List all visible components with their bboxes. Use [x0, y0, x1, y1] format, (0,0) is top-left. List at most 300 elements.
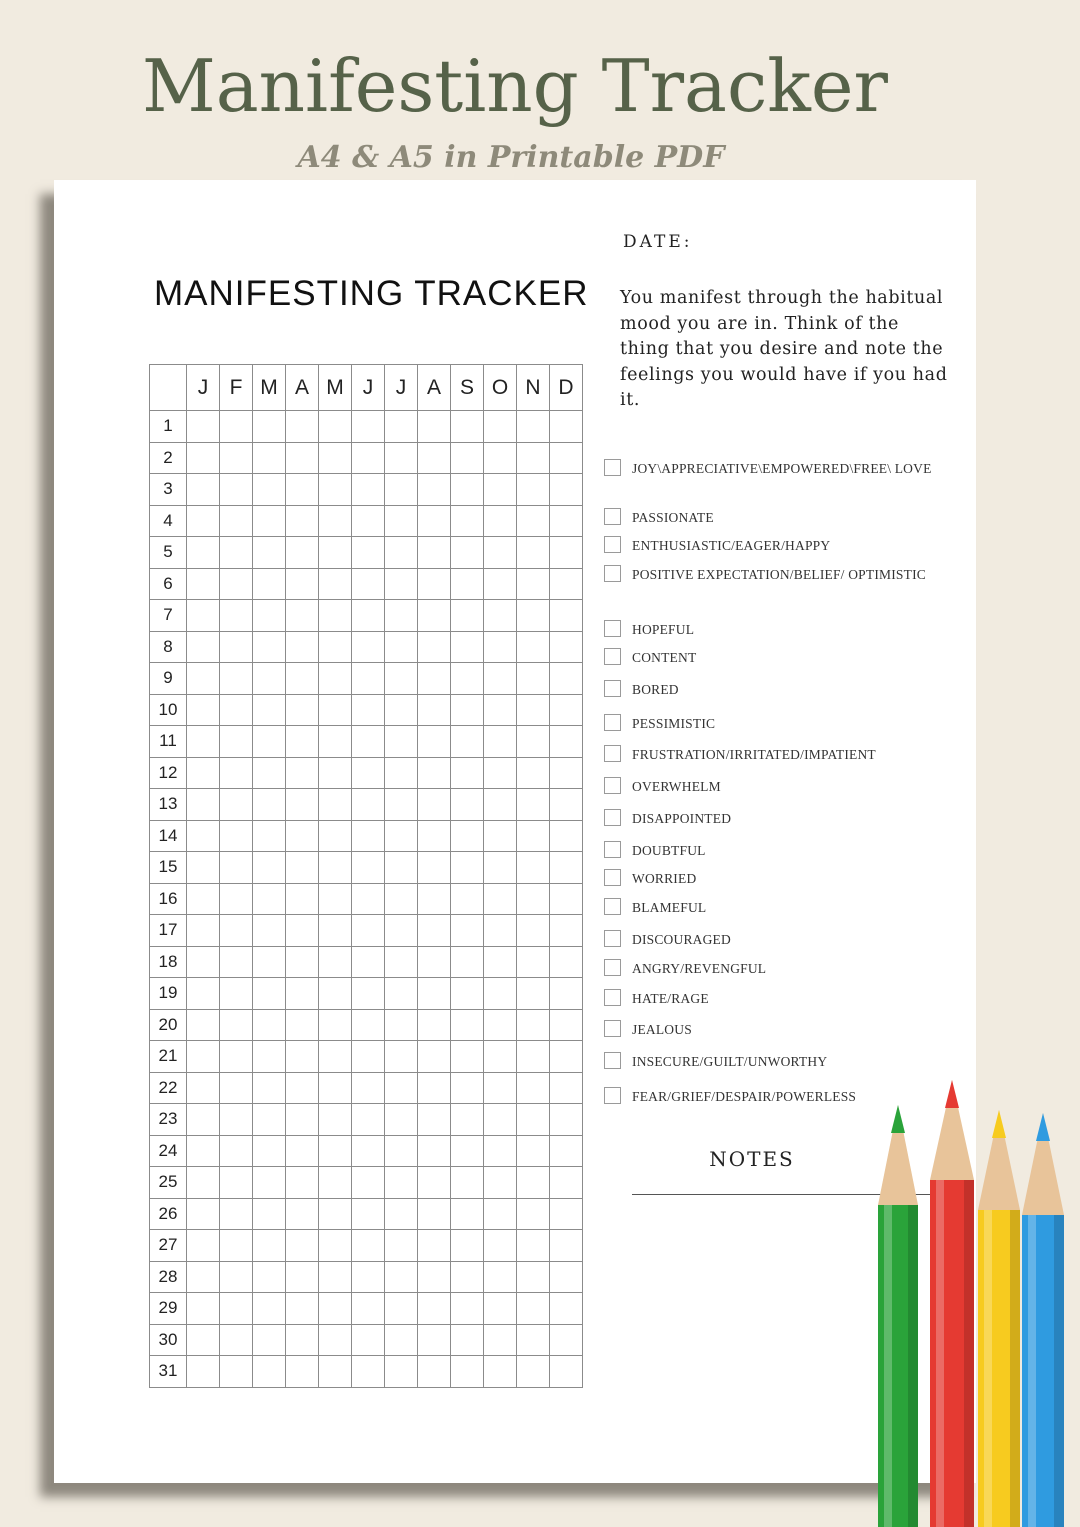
tracker-cell[interactable] [352, 757, 385, 789]
tracker-cell[interactable] [418, 789, 451, 821]
tracker-cell[interactable] [418, 442, 451, 474]
tracker-cell[interactable] [253, 1072, 286, 1104]
tracker-cell[interactable] [187, 694, 220, 726]
tracker-cell[interactable] [286, 694, 319, 726]
tracker-cell[interactable] [187, 946, 220, 978]
tracker-cell[interactable] [484, 1041, 517, 1073]
tracker-cell[interactable] [319, 1135, 352, 1167]
tracker-cell[interactable] [253, 1293, 286, 1325]
tracker-cell[interactable] [451, 915, 484, 947]
tracker-cell[interactable] [385, 726, 418, 758]
tracker-cell[interactable] [550, 1324, 583, 1356]
tracker-cell[interactable] [352, 1356, 385, 1388]
tracker-cell[interactable] [484, 537, 517, 569]
feeling-checkbox[interactable] [604, 1020, 621, 1037]
tracker-cell[interactable] [550, 757, 583, 789]
tracker-cell[interactable] [550, 694, 583, 726]
tracker-cell[interactable] [451, 631, 484, 663]
tracker-cell[interactable] [385, 1356, 418, 1388]
tracker-cell[interactable] [385, 474, 418, 506]
tracker-cell[interactable] [385, 789, 418, 821]
tracker-cell[interactable] [253, 820, 286, 852]
tracker-cell[interactable] [253, 505, 286, 537]
tracker-cell[interactable] [451, 1324, 484, 1356]
feeling-item[interactable] [604, 1051, 944, 1072]
tracker-cell[interactable] [451, 600, 484, 632]
tracker-cell[interactable] [352, 1198, 385, 1230]
tracker-cell[interactable] [451, 474, 484, 506]
tracker-cell[interactable] [187, 1041, 220, 1073]
tracker-cell[interactable] [220, 505, 253, 537]
tracker-cell[interactable] [385, 757, 418, 789]
tracker-cell[interactable] [319, 1072, 352, 1104]
tracker-cell[interactable] [517, 946, 550, 978]
tracker-cell[interactable] [550, 1104, 583, 1136]
tracker-cell[interactable] [352, 474, 385, 506]
tracker-cell[interactable] [286, 915, 319, 947]
tracker-cell[interactable] [484, 1009, 517, 1041]
tracker-cell[interactable] [517, 1230, 550, 1262]
feeling-item[interactable] [604, 988, 944, 1009]
tracker-cell[interactable] [385, 568, 418, 600]
tracker-cell[interactable] [385, 978, 418, 1010]
feeling-item[interactable] [604, 535, 944, 556]
tracker-cell[interactable] [187, 505, 220, 537]
feeling-checkbox[interactable] [604, 777, 621, 794]
feeling-item[interactable] [604, 744, 944, 765]
tracker-cell[interactable] [385, 946, 418, 978]
tracker-cell[interactable] [253, 789, 286, 821]
tracker-cell[interactable] [253, 1009, 286, 1041]
tracker-cell[interactable] [418, 1072, 451, 1104]
tracker-cell[interactable] [484, 1072, 517, 1104]
tracker-cell[interactable] [385, 631, 418, 663]
tracker-cell[interactable] [187, 1135, 220, 1167]
tracker-cell[interactable] [253, 915, 286, 947]
tracker-cell[interactable] [484, 820, 517, 852]
feeling-item[interactable] [604, 713, 944, 734]
tracker-cell[interactable] [550, 726, 583, 758]
tracker-cell[interactable] [418, 505, 451, 537]
tracker-cell[interactable] [319, 820, 352, 852]
tracker-cell[interactable] [286, 1261, 319, 1293]
tracker-cell[interactable] [418, 1167, 451, 1199]
tracker-cell[interactable] [385, 411, 418, 443]
tracker-cell[interactable] [187, 883, 220, 915]
tracker-cell[interactable] [187, 663, 220, 695]
tracker-cell[interactable] [385, 1072, 418, 1104]
tracker-cell[interactable] [451, 1230, 484, 1262]
tracker-cell[interactable] [286, 883, 319, 915]
tracker-cell[interactable] [319, 757, 352, 789]
tracker-cell[interactable] [319, 1324, 352, 1356]
tracker-cell[interactable] [550, 1230, 583, 1262]
tracker-cell[interactable] [319, 1230, 352, 1262]
tracker-cell[interactable] [451, 1041, 484, 1073]
tracker-cell[interactable] [352, 915, 385, 947]
tracker-cell[interactable] [319, 1356, 352, 1388]
tracker-cell[interactable] [385, 1230, 418, 1262]
tracker-cell[interactable] [187, 757, 220, 789]
tracker-cell[interactable] [253, 1198, 286, 1230]
tracker-cell[interactable] [484, 474, 517, 506]
tracker-cell[interactable] [451, 883, 484, 915]
tracker-cell[interactable] [517, 726, 550, 758]
feeling-item[interactable] [604, 647, 944, 668]
tracker-cell[interactable] [517, 1198, 550, 1230]
tracker-cell[interactable] [187, 820, 220, 852]
feeling-item[interactable] [604, 868, 944, 889]
tracker-cell[interactable] [418, 600, 451, 632]
tracker-cell[interactable] [253, 537, 286, 569]
tracker-cell[interactable] [253, 946, 286, 978]
tracker-cell[interactable] [286, 474, 319, 506]
tracker-cell[interactable] [451, 1293, 484, 1325]
tracker-cell[interactable] [319, 600, 352, 632]
tracker-cell[interactable] [352, 505, 385, 537]
tracker-cell[interactable] [253, 442, 286, 474]
feeling-checkbox[interactable] [604, 508, 621, 525]
feeling-checkbox[interactable] [604, 930, 621, 947]
tracker-cell[interactable] [418, 1041, 451, 1073]
feeling-checkbox[interactable] [604, 565, 621, 582]
tracker-cell[interactable] [319, 474, 352, 506]
tracker-cell[interactable] [550, 915, 583, 947]
tracker-cell[interactable] [319, 411, 352, 443]
tracker-cell[interactable] [418, 915, 451, 947]
tracker-cell[interactable] [253, 978, 286, 1010]
feeling-checkbox[interactable] [604, 745, 621, 762]
tracker-cell[interactable] [253, 663, 286, 695]
tracker-cell[interactable] [220, 946, 253, 978]
feeling-checkbox[interactable] [604, 459, 621, 476]
tracker-cell[interactable] [418, 568, 451, 600]
tracker-cell[interactable] [451, 1167, 484, 1199]
tracker-cell[interactable] [220, 663, 253, 695]
tracker-cell[interactable] [484, 694, 517, 726]
tracker-cell[interactable] [319, 915, 352, 947]
tracker-cell[interactable] [187, 915, 220, 947]
feeling-checkbox[interactable] [604, 1087, 621, 1104]
tracker-cell[interactable] [418, 663, 451, 695]
tracker-cell[interactable] [220, 1104, 253, 1136]
tracker-cell[interactable] [517, 1261, 550, 1293]
tracker-cell[interactable] [517, 1293, 550, 1325]
tracker-cell[interactable] [550, 1198, 583, 1230]
tracker-cell[interactable] [352, 411, 385, 443]
tracker-cell[interactable] [517, 1324, 550, 1356]
tracker-cell[interactable] [484, 568, 517, 600]
tracker-cell[interactable] [253, 1104, 286, 1136]
tracker-cell[interactable] [253, 694, 286, 726]
feeling-item[interactable] [604, 897, 944, 918]
tracker-cell[interactable] [352, 1230, 385, 1262]
tracker-cell[interactable] [550, 1072, 583, 1104]
tracker-cell[interactable] [220, 631, 253, 663]
tracker-cell[interactable] [484, 411, 517, 443]
tracker-cell[interactable] [352, 1104, 385, 1136]
tracker-cell[interactable] [385, 537, 418, 569]
feeling-checkbox[interactable] [604, 620, 621, 637]
tracker-cell[interactable] [253, 1324, 286, 1356]
tracker-cell[interactable] [484, 1356, 517, 1388]
tracker-cell[interactable] [517, 411, 550, 443]
tracker-cell[interactable] [319, 663, 352, 695]
tracker-cell[interactable] [484, 1104, 517, 1136]
tracker-cell[interactable] [187, 474, 220, 506]
tracker-cell[interactable] [418, 757, 451, 789]
tracker-cell[interactable] [451, 1135, 484, 1167]
tracker-cell[interactable] [352, 852, 385, 884]
tracker-cell[interactable] [550, 946, 583, 978]
tracker-cell[interactable] [319, 789, 352, 821]
tracker-cell[interactable] [451, 726, 484, 758]
feeling-item[interactable] [604, 564, 944, 585]
tracker-cell[interactable] [484, 1135, 517, 1167]
feeling-checkbox[interactable] [604, 898, 621, 915]
tracker-cell[interactable] [451, 1356, 484, 1388]
tracker-cell[interactable] [286, 726, 319, 758]
tracker-cell[interactable] [517, 978, 550, 1010]
tracker-cell[interactable] [385, 883, 418, 915]
tracker-cell[interactable] [418, 1293, 451, 1325]
tracker-cell[interactable] [418, 883, 451, 915]
feeling-item[interactable] [604, 619, 944, 640]
feeling-item[interactable] [604, 507, 944, 528]
tracker-cell[interactable] [286, 1009, 319, 1041]
tracker-cell[interactable] [286, 1072, 319, 1104]
tracker-cell[interactable] [319, 726, 352, 758]
tracker-cell[interactable] [418, 946, 451, 978]
tracker-cell[interactable] [286, 600, 319, 632]
tracker-cell[interactable] [451, 411, 484, 443]
tracker-cell[interactable] [484, 757, 517, 789]
tracker-cell[interactable] [484, 1198, 517, 1230]
tracker-cell[interactable] [187, 600, 220, 632]
tracker-cell[interactable] [352, 1293, 385, 1325]
tracker-cell[interactable] [484, 631, 517, 663]
tracker-cell[interactable] [220, 789, 253, 821]
tracker-cell[interactable] [220, 1041, 253, 1073]
tracker-cell[interactable] [517, 537, 550, 569]
tracker-cell[interactable] [220, 1356, 253, 1388]
tracker-cell[interactable] [286, 852, 319, 884]
tracker-cell[interactable] [550, 411, 583, 443]
tracker-cell[interactable] [220, 883, 253, 915]
tracker-cell[interactable] [319, 1167, 352, 1199]
tracker-cell[interactable] [451, 1261, 484, 1293]
tracker-cell[interactable] [517, 631, 550, 663]
tracker-cell[interactable] [550, 1041, 583, 1073]
tracker-cell[interactable] [517, 1041, 550, 1073]
tracker-cell[interactable] [253, 1230, 286, 1262]
tracker-cell[interactable] [187, 789, 220, 821]
tracker-cell[interactable] [352, 1041, 385, 1073]
tracker-cell[interactable] [187, 537, 220, 569]
tracker-cell[interactable] [220, 1230, 253, 1262]
tracker-cell[interactable] [385, 1261, 418, 1293]
tracker-cell[interactable] [286, 1293, 319, 1325]
tracker-cell[interactable] [220, 1293, 253, 1325]
tracker-cell[interactable] [319, 978, 352, 1010]
tracker-cell[interactable] [187, 1261, 220, 1293]
tracker-cell[interactable] [385, 442, 418, 474]
tracker-cell[interactable] [550, 883, 583, 915]
tracker-cell[interactable] [286, 568, 319, 600]
tracker-cell[interactable] [319, 442, 352, 474]
tracker-cell[interactable] [352, 1135, 385, 1167]
tracker-cell[interactable] [352, 946, 385, 978]
tracker-cell[interactable] [319, 568, 352, 600]
tracker-cell[interactable] [418, 1261, 451, 1293]
tracker-cell[interactable] [319, 505, 352, 537]
tracker-cell[interactable] [550, 1293, 583, 1325]
tracker-cell[interactable] [286, 411, 319, 443]
tracker-cell[interactable] [286, 789, 319, 821]
feeling-checkbox[interactable] [604, 648, 621, 665]
tracker-cell[interactable] [187, 1324, 220, 1356]
tracker-cell[interactable] [418, 631, 451, 663]
tracker-cell[interactable] [187, 568, 220, 600]
tracker-cell[interactable] [484, 1167, 517, 1199]
tracker-cell[interactable] [352, 631, 385, 663]
tracker-cell[interactable] [220, 1324, 253, 1356]
tracker-cell[interactable] [550, 600, 583, 632]
tracker-cell[interactable] [418, 726, 451, 758]
tracker-cell[interactable] [220, 757, 253, 789]
tracker-cell[interactable] [187, 1198, 220, 1230]
tracker-cell[interactable] [220, 1072, 253, 1104]
tracker-cell[interactable] [220, 537, 253, 569]
tracker-cell[interactable] [517, 442, 550, 474]
tracker-cell[interactable] [517, 757, 550, 789]
tracker-cell[interactable] [451, 1198, 484, 1230]
tracker-cell[interactable] [418, 820, 451, 852]
tracker-cell[interactable] [253, 631, 286, 663]
tracker-cell[interactable] [253, 757, 286, 789]
tracker-cell[interactable] [253, 600, 286, 632]
tracker-cell[interactable] [517, 915, 550, 947]
tracker-cell[interactable] [319, 1104, 352, 1136]
tracker-cell[interactable] [484, 726, 517, 758]
tracker-cell[interactable] [286, 1324, 319, 1356]
feeling-checkbox[interactable] [604, 714, 621, 731]
tracker-cell[interactable] [451, 568, 484, 600]
tracker-cell[interactable] [385, 1041, 418, 1073]
tracker-cell[interactable] [286, 663, 319, 695]
tracker-cell[interactable] [517, 852, 550, 884]
tracker-cell[interactable] [286, 820, 319, 852]
tracker-cell[interactable] [253, 1261, 286, 1293]
tracker-cell[interactable] [253, 1041, 286, 1073]
tracker-cell[interactable] [187, 726, 220, 758]
feeling-checkbox[interactable] [604, 959, 621, 976]
tracker-cell[interactable] [550, 1135, 583, 1167]
tracker-cell[interactable] [517, 883, 550, 915]
tracker-cell[interactable] [286, 1230, 319, 1262]
tracker-cell[interactable] [319, 946, 352, 978]
tracker-cell[interactable] [550, 820, 583, 852]
tracker-cell[interactable] [517, 1009, 550, 1041]
tracker-cell[interactable] [418, 1356, 451, 1388]
tracker-cell[interactable] [352, 694, 385, 726]
tracker-cell[interactable] [253, 1356, 286, 1388]
tracker-cell[interactable] [385, 1135, 418, 1167]
tracker-cell[interactable] [253, 1135, 286, 1167]
tracker-cell[interactable] [550, 978, 583, 1010]
tracker-cell[interactable] [517, 1104, 550, 1136]
tracker-cell[interactable] [352, 789, 385, 821]
tracker-cell[interactable] [451, 757, 484, 789]
tracker-cell[interactable] [286, 1356, 319, 1388]
tracker-cell[interactable] [418, 474, 451, 506]
feeling-checkbox[interactable] [604, 1052, 621, 1069]
tracker-cell[interactable] [253, 411, 286, 443]
tracker-cell[interactable] [385, 694, 418, 726]
tracker-cell[interactable] [550, 442, 583, 474]
tracker-cell[interactable] [517, 505, 550, 537]
tracker-cell[interactable] [484, 946, 517, 978]
tracker-cell[interactable] [418, 411, 451, 443]
tracker-cell[interactable] [319, 852, 352, 884]
tracker-cell[interactable] [418, 1198, 451, 1230]
tracker-cell[interactable] [187, 631, 220, 663]
feeling-item[interactable] [604, 840, 944, 861]
tracker-cell[interactable] [187, 852, 220, 884]
tracker-cell[interactable] [385, 1324, 418, 1356]
feeling-item[interactable] [604, 929, 944, 950]
tracker-cell[interactable] [484, 442, 517, 474]
tracker-cell[interactable] [550, 789, 583, 821]
tracker-cell[interactable] [352, 663, 385, 695]
tracker-cell[interactable] [187, 1293, 220, 1325]
tracker-cell[interactable] [319, 1198, 352, 1230]
tracker-cell[interactable] [220, 600, 253, 632]
tracker-cell[interactable] [550, 1009, 583, 1041]
tracker-cell[interactable] [517, 1167, 550, 1199]
tracker-cell[interactable] [220, 1167, 253, 1199]
tracker-cell[interactable] [451, 1104, 484, 1136]
tracker-cell[interactable] [451, 663, 484, 695]
tracker-cell[interactable] [517, 789, 550, 821]
tracker-cell[interactable] [451, 789, 484, 821]
feeling-checkbox[interactable] [604, 536, 621, 553]
tracker-cell[interactable] [319, 631, 352, 663]
tracker-cell[interactable] [484, 505, 517, 537]
tracker-cell[interactable] [451, 694, 484, 726]
tracker-cell[interactable] [484, 663, 517, 695]
tracker-cell[interactable] [319, 1261, 352, 1293]
tracker-cell[interactable] [352, 1324, 385, 1356]
tracker-cell[interactable] [418, 1230, 451, 1262]
tracker-cell[interactable] [484, 1293, 517, 1325]
tracker-cell[interactable] [286, 1135, 319, 1167]
tracker-cell[interactable] [220, 442, 253, 474]
tracker-cell[interactable] [550, 1356, 583, 1388]
tracker-cell[interactable] [418, 537, 451, 569]
tracker-cell[interactable] [517, 663, 550, 695]
tracker-cell[interactable] [253, 883, 286, 915]
tracker-cell[interactable] [517, 474, 550, 506]
feeling-checkbox[interactable] [604, 841, 621, 858]
tracker-cell[interactable] [484, 883, 517, 915]
tracker-cell[interactable] [451, 820, 484, 852]
tracker-cell[interactable] [484, 978, 517, 1010]
tracker-cell[interactable] [187, 1072, 220, 1104]
tracker-cell[interactable] [385, 915, 418, 947]
tracker-cell[interactable] [550, 537, 583, 569]
tracker-cell[interactable] [484, 1230, 517, 1262]
